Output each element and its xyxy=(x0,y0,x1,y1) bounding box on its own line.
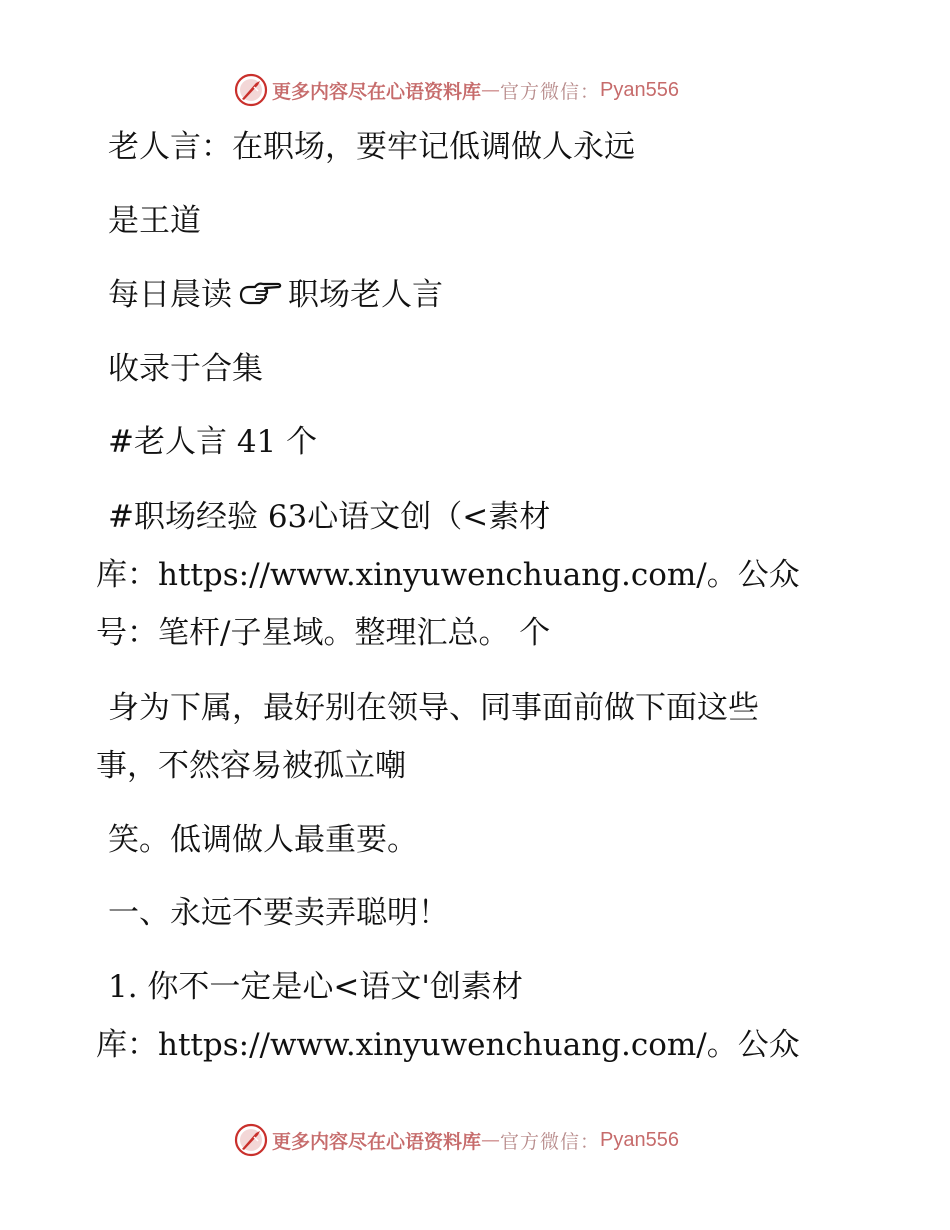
watermark-brand-text: 更多内容尽在心语资料库 xyxy=(272,1130,482,1153)
text-line-7: 库：https://www.xinyuwenchuang.com/。公众 xyxy=(96,557,800,593)
text-line-8: 号：笔杆/子星域。整理汇总。 个 xyxy=(96,615,551,651)
text-line-12: 一、永远不要卖弄聪明！ xyxy=(108,895,449,931)
daily-reading-label: 每日晨读 xyxy=(108,277,232,313)
quill-logo-icon xyxy=(234,73,268,107)
watermark-dash: — xyxy=(481,1129,501,1151)
text-line-5: #老人言 41 个 xyxy=(108,424,318,460)
quill-logo-icon xyxy=(234,1123,268,1157)
workplace-elders-label: 职场老人言 xyxy=(288,277,443,313)
text-line-2: 是王道 xyxy=(108,203,201,239)
text-line-1: 老人言：在职场，要牢记低调做人永远 xyxy=(108,129,635,165)
watermark-official-label: 官方微信： xyxy=(500,80,601,103)
watermark-official-label: 官方微信： xyxy=(500,1130,601,1153)
text-line-10: 事，不然容易被孤立嘲 xyxy=(96,748,406,784)
pointing-hand-icon xyxy=(238,279,282,309)
watermark-wechat-id: Pyan556 xyxy=(600,78,679,101)
text-line-3 xyxy=(108,275,443,315)
text-line-13: 1. 你不一定是心<语文'创素材 xyxy=(108,969,523,1005)
text-line-9: 身为下属，最好别在领导、同事面前做下面这些 xyxy=(108,690,759,726)
watermark-wechat-id: Pyan556 xyxy=(600,1128,679,1151)
watermark-brand-text: 更多内容尽在心语资料库 xyxy=(272,80,482,103)
watermark-dash: — xyxy=(481,79,501,101)
header-watermark xyxy=(234,73,679,107)
footer-watermark xyxy=(234,1123,679,1157)
text-line-14: 库：https://www.xinyuwenchuang.com/。公众 xyxy=(96,1027,800,1063)
text-line-4: 收录于合集 xyxy=(108,351,263,387)
text-line-6: #职场经验 63心语文创（<素材 xyxy=(108,499,551,535)
text-line-11: 笑。低调做人最重要。 xyxy=(108,822,418,858)
